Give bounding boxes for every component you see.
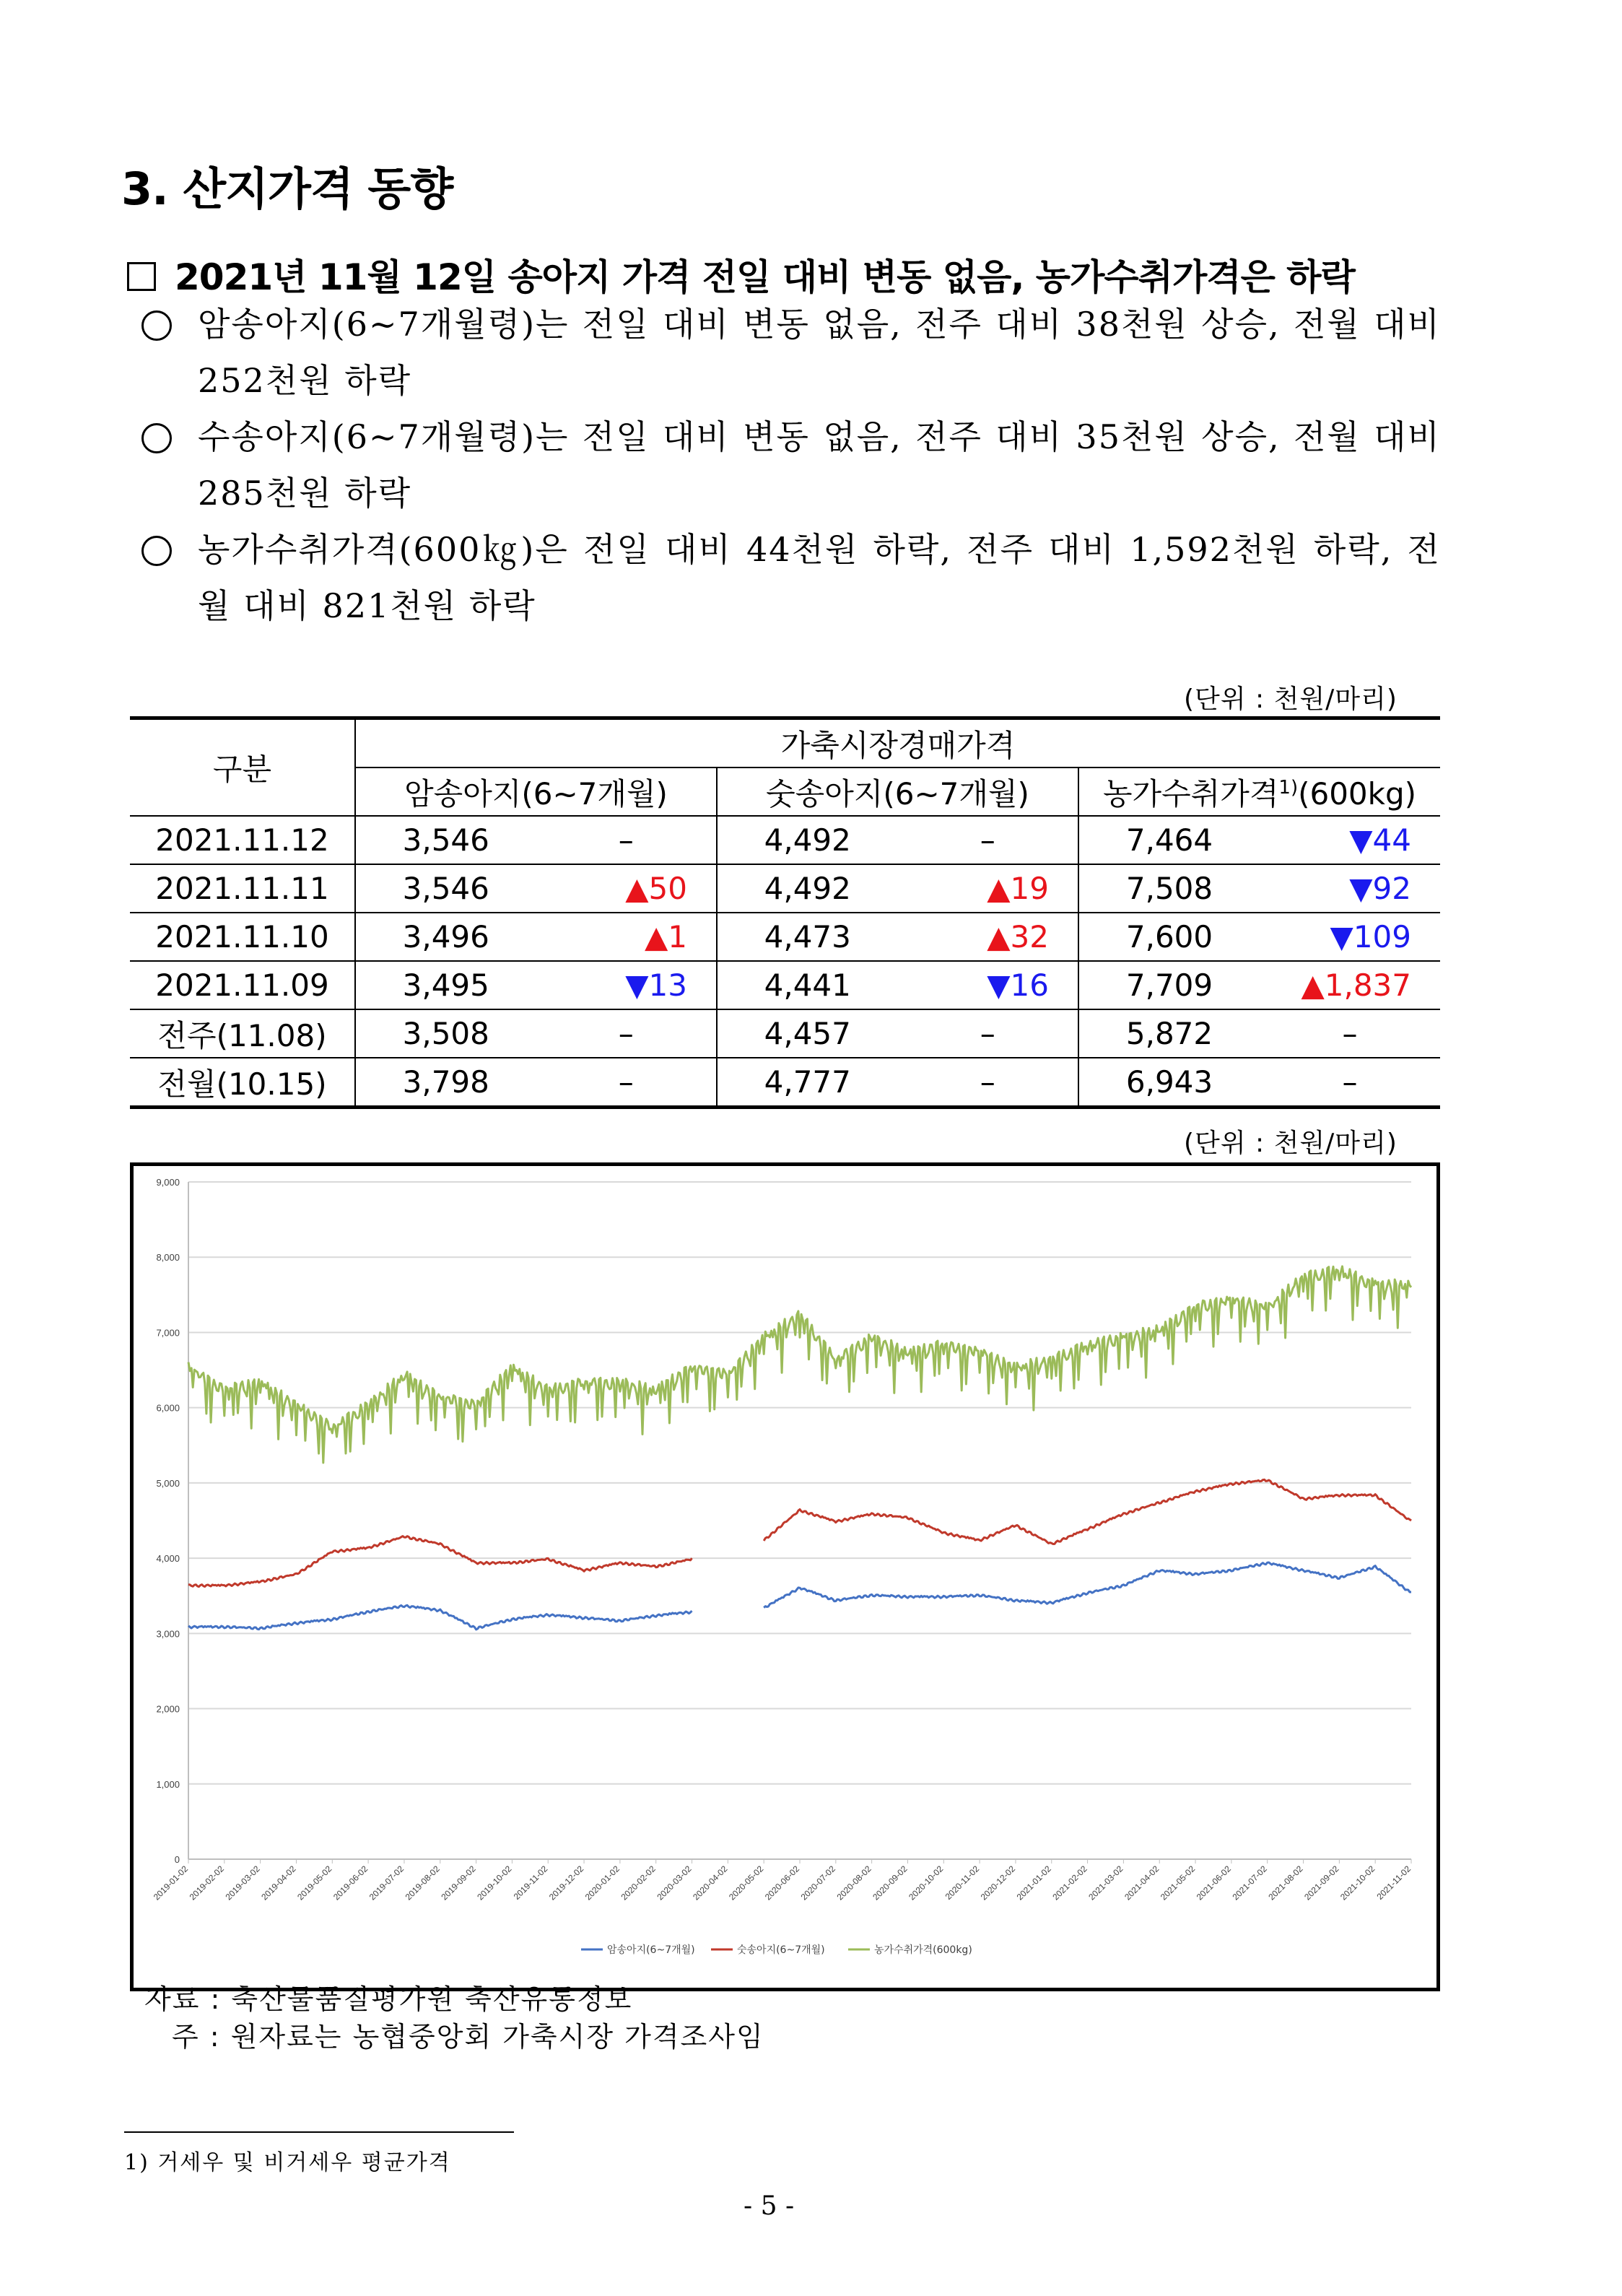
cell-value: 3,495 <box>402 967 489 1003</box>
x-tick-label: 2020-06-02 <box>762 1864 802 1903</box>
cell-change: ▲1,837 <box>1301 967 1411 1003</box>
y-tick-label: 9,000 <box>156 1177 180 1188</box>
table-cell <box>355 913 717 961</box>
table-row <box>130 1058 1440 1108</box>
headline <box>127 248 1355 300</box>
column-header: 숫송아지(6~7개월) <box>717 767 1078 816</box>
table-row <box>130 816 1440 864</box>
bullet-text: 수송아지(6~7개월령)는 전일 대비 변동 없음, 전주 대비 35천원 상승, 전월 대비 285천원 하락 <box>198 417 1441 513</box>
bullet-item <box>141 409 1441 521</box>
x-tick-label: 2020-01-02 <box>583 1864 622 1903</box>
column-header-unit: (600kg) <box>1298 775 1417 812</box>
x-tick-label: 2021-09-02 <box>1302 1864 1341 1903</box>
x-tick-label: 2020-03-02 <box>655 1864 694 1903</box>
table-cell <box>355 1058 717 1108</box>
table-row <box>130 913 1440 961</box>
bullet-text: 농가수취가격(600㎏)은 전일 대비 44천원 하락, 전주 대비 1,592천원 하락, 전월 대비 821천원 하락 <box>198 530 1441 625</box>
header-label: 구분 <box>130 718 355 817</box>
table-unit: (단위 : 천원/마리) <box>1184 684 1398 714</box>
y-tick-label: 7,000 <box>156 1327 180 1339</box>
cell-change: – <box>980 1016 995 1051</box>
cell-change: – <box>618 822 634 858</box>
cell-change: – <box>618 1064 634 1100</box>
x-tick-label: 2019-09-02 <box>439 1864 478 1903</box>
cell-change: ▲32 <box>987 919 1049 955</box>
table-cell <box>1078 816 1440 864</box>
x-tick-label: 2020-07-02 <box>798 1864 837 1903</box>
x-tick-label: 2021-01-02 <box>1014 1864 1053 1903</box>
cell-value: 3,508 <box>402 1016 489 1051</box>
legend-label: 숫송아지(6~7개월) <box>737 1944 825 1956</box>
table-cell <box>1078 961 1440 1009</box>
cell-value: 7,709 <box>1125 967 1213 1003</box>
table-cell <box>355 864 717 913</box>
table-row <box>130 961 1440 1009</box>
cell-value: 7,508 <box>1125 871 1213 906</box>
series-line <box>188 1266 1411 1463</box>
chart-unit: (단위 : 천원/마리) <box>1184 1129 1398 1158</box>
table-cell <box>355 961 717 1009</box>
x-tick-label: 2020-11-02 <box>943 1864 982 1902</box>
row-label: 2021.11.11 <box>130 864 355 913</box>
x-tick-label: 2019-01-02 <box>151 1864 191 1903</box>
series-line <box>188 1562 1411 1630</box>
cell-change: – <box>980 1064 995 1100</box>
legend-label: 농가수취가격(600kg) <box>874 1944 972 1956</box>
table-cell <box>717 961 1078 1009</box>
cell-change: – <box>980 822 995 858</box>
row-label: 2021.11.12 <box>130 816 355 864</box>
row-label: 2021.11.09 <box>130 961 355 1009</box>
cell-change: – <box>618 1016 634 1051</box>
y-tick-label: 4,000 <box>156 1553 180 1565</box>
column-header: 암송아지(6~7개월) <box>355 767 717 816</box>
footnote: 1) 거세우 및 비거세우 평균가격 <box>124 2150 451 2175</box>
headline-text: 2021년 11월 12일 송아지 가격 전일 대비 변동 없음, 농가수취가격은 하락 <box>175 256 1355 298</box>
x-tick-label: 2019-03-02 <box>223 1864 262 1903</box>
x-tick-label: 2021-02-02 <box>1050 1864 1089 1903</box>
cell-change: ▼13 <box>625 967 687 1003</box>
y-tick-label: 0 <box>174 1854 180 1865</box>
cell-change: ▼109 <box>1330 919 1411 955</box>
table-cell <box>1078 864 1440 913</box>
checkbox-square-icon <box>127 262 156 291</box>
column-header <box>1078 767 1440 816</box>
bullet-text: 암송아지(6~7개월령)는 전일 대비 변동 없음, 전주 대비 38천원 상승, 전월 대비 252천원 하락 <box>198 305 1441 400</box>
table-cell <box>1078 1009 1440 1058</box>
legend-label: 암송아지(6~7개월) <box>607 1944 695 1956</box>
x-tick-label: 2021-10-02 <box>1338 1864 1377 1903</box>
x-tick-label: 2020-05-02 <box>726 1864 766 1903</box>
cell-value: 3,546 <box>402 822 489 858</box>
cell-value: 4,473 <box>764 919 851 955</box>
x-tick-label: 2019-04-02 <box>259 1864 298 1903</box>
cell-change: ▼16 <box>987 967 1049 1003</box>
table-row <box>130 864 1440 913</box>
cell-value: 7,464 <box>1125 822 1213 858</box>
x-tick-label: 2019-07-02 <box>367 1864 406 1903</box>
x-tick-label: 2019-12-02 <box>546 1864 586 1903</box>
x-tick-label: 2020-08-02 <box>834 1864 873 1903</box>
x-tick-label: 2021-06-02 <box>1194 1864 1234 1903</box>
x-tick-label: 2020-12-02 <box>978 1864 1018 1903</box>
table-cell <box>355 1009 717 1058</box>
chart-frame <box>130 1162 1440 1991</box>
circle-bullet-icon <box>141 536 172 566</box>
cell-change: ▼92 <box>1349 871 1411 906</box>
y-tick-label: 3,000 <box>156 1628 180 1640</box>
section-title: 3. 산지가격 동향 <box>121 162 453 215</box>
cell-value: 3,546 <box>402 871 489 906</box>
row-label: 전월(10.15) <box>130 1058 355 1108</box>
x-tick-label: 2021-03-02 <box>1086 1864 1125 1903</box>
bullet-item <box>141 521 1441 634</box>
x-tick-label: 2019-06-02 <box>331 1864 370 1903</box>
x-tick-label: 2019-05-02 <box>295 1864 334 1903</box>
circle-bullet-icon <box>141 423 172 453</box>
y-tick-label: 2,000 <box>156 1703 180 1715</box>
price-table <box>130 716 1440 1109</box>
row-label: 전주(11.08) <box>130 1009 355 1058</box>
group-header: 가축시장경매가격 <box>355 718 1440 768</box>
column-header-text: 농가수취가격 <box>1102 775 1279 812</box>
table-row <box>130 1009 1440 1058</box>
y-tick-label: 5,000 <box>156 1477 180 1489</box>
source-text: 자료 : 축산물품질평가원 축산유통정보 <box>144 1983 633 2015</box>
cell-value: 4,777 <box>764 1064 851 1100</box>
table-cell <box>717 816 1078 864</box>
cell-change: – <box>1342 1064 1358 1100</box>
note-text: 주 : 원자료는 농협중앙회 가축시장 가격조사임 <box>172 2021 764 2053</box>
circle-bullet-icon <box>141 310 172 341</box>
table-cell <box>717 864 1078 913</box>
cell-value: 4,492 <box>764 822 851 858</box>
x-tick-label: 2021-07-02 <box>1230 1864 1269 1903</box>
column-header-sup: 1) <box>1278 776 1299 799</box>
cell-change: ▲50 <box>625 871 687 906</box>
bullet-item <box>141 296 1441 409</box>
cell-value: 3,798 <box>402 1064 489 1100</box>
row-label: 2021.11.10 <box>130 913 355 961</box>
table-cell <box>1078 1058 1440 1108</box>
x-tick-label: 2021-05-02 <box>1158 1864 1198 1903</box>
x-tick-label: 2019-02-02 <box>187 1864 226 1903</box>
cell-value: 6,943 <box>1125 1064 1213 1100</box>
table-cell <box>717 1058 1078 1108</box>
table-cell <box>717 1009 1078 1058</box>
cell-change: ▲19 <box>987 871 1049 906</box>
x-tick-label: 2019-11-02 <box>511 1864 550 1902</box>
table-cell <box>355 816 717 864</box>
cell-change: – <box>1342 1016 1358 1051</box>
x-tick-label: 2021-04-02 <box>1122 1864 1161 1903</box>
cell-change: ▼44 <box>1349 822 1411 858</box>
cell-value: 4,457 <box>764 1016 851 1051</box>
x-tick-label: 2020-10-02 <box>907 1864 946 1903</box>
y-tick-label: 1,000 <box>156 1778 180 1790</box>
x-tick-label: 2020-02-02 <box>619 1864 658 1903</box>
cell-value: 3,496 <box>402 919 489 955</box>
x-tick-label: 2019-08-02 <box>403 1864 442 1903</box>
x-tick-label: 2019-10-02 <box>475 1864 514 1903</box>
footnote-divider <box>124 2131 514 2133</box>
page-number: - 5 - <box>744 2191 795 2221</box>
cell-change: ▲1 <box>644 919 687 955</box>
table-cell <box>1078 913 1440 961</box>
x-tick-label: 2021-08-02 <box>1266 1864 1305 1903</box>
y-tick-label: 6,000 <box>156 1402 180 1414</box>
cell-value: 4,492 <box>764 871 851 906</box>
cell-value: 7,600 <box>1125 919 1213 955</box>
cell-value: 5,872 <box>1125 1016 1213 1051</box>
x-tick-label: 2020-09-02 <box>871 1864 910 1903</box>
price-line-chart <box>134 1166 1436 1988</box>
x-tick-label: 2021-11-02 <box>1374 1864 1413 1902</box>
cell-value: 4,441 <box>764 967 851 1003</box>
y-tick-label: 8,000 <box>156 1252 180 1264</box>
table-cell <box>717 913 1078 961</box>
x-tick-label: 2020-04-02 <box>691 1864 730 1903</box>
